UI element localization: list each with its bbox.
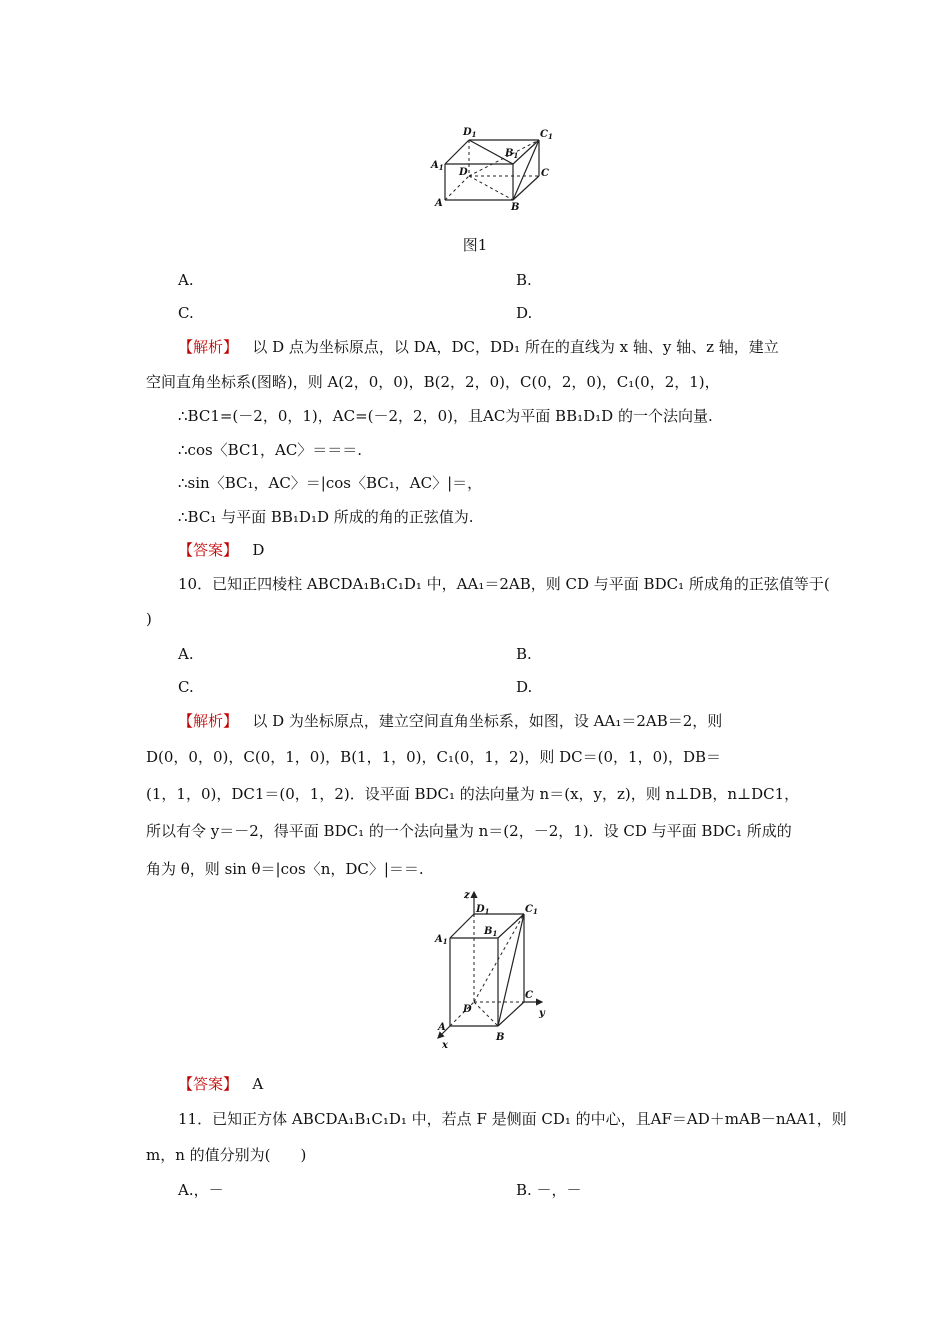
label-D: D [459,167,468,178]
q9-option-b: B. [516,271,532,289]
q9-jiexi-tag: 【解析】 [178,338,239,356]
label-B1: $B_1$ [484,926,498,938]
label-B1: $B_1$ [505,148,519,160]
q10-solution-line-1: 【解析】 以 D 为坐标原点，建立空间直角坐标系，如图，设 AA₁＝2AB＝2，则 [178,712,723,730]
q9-solution-line-5: ∴sin〈BC₁，AC〉＝|cos〈BC₁，AC〉|＝， [178,474,483,492]
q9-option-c: C. [178,304,194,322]
label-C1: $C_1$ [525,904,538,916]
figure-1-caption: 图1 [462,236,488,254]
label-A1: $A_1$ [431,160,444,172]
q10-option-a: A. [178,645,194,663]
label-B: B [496,1032,505,1043]
label-C: C [541,168,549,179]
q10-answer-tag: 【答案】 [178,1075,239,1093]
label-A: A [435,198,443,209]
q10-solution-line-5: 角为 θ，则 sin θ＝|cos〈n，DC〉|＝＝. [146,860,424,878]
q9-answer: 【答案】 D [178,541,265,559]
q9-solution-line-6: ∴BC₁ 与平面 BB₁D₁D 所成的角的正弦值为. [178,508,474,526]
label-A: A [438,1022,446,1033]
label-B: B [511,202,520,213]
q11-stem-line-2: m，n 的值分别为( ) [146,1146,307,1164]
q10-option-b: B. [516,645,532,663]
q9-solution-line-1: 【解析】 以 D 点为坐标原点，以 DA，DC，DD₁ 所在的直线为 x 轴、y 轴、z 轴，建立 [178,338,779,356]
label-C: C [525,990,533,1001]
q9-solution-line-2: 空间直角坐标系(图略)，则 A(2，0，0)，B(2，2，0)，C(0，2，0)，C₁(0，2，1)， [146,373,720,391]
q9-option-a: A. [178,271,194,289]
q10-stem-line-2: ) [146,610,152,628]
label-C1: $C_1$ [540,129,553,141]
q11-option-b: B. －，－ [516,1181,582,1199]
figure-1-box-diagram [425,122,555,214]
q10-stem-line-1: 10．已知正四棱柱 ABCDA₁B₁C₁D₁ 中，AA₁＝2AB，则 CD 与平面 BDC₁ 所成角的正弦值等于( [178,575,830,593]
label-D1: $D_1$ [463,127,477,139]
q11-stem-line-1: 11．已知正方体 ABCDA₁B₁C₁D₁ 中，若点 F 是侧面 CD₁ 的中心，且AF＝AD＋mAB－nAA1，则 [178,1110,847,1128]
q9-answer-tag: 【答案】 [178,541,239,559]
label-x-axis: x [442,1040,448,1050]
label-z-axis: z [464,890,470,901]
q9-option-d: D. [516,304,533,322]
q10-option-d: D. [516,678,533,696]
q10-option-c: C. [178,678,194,696]
figure-2-prism-diagram [428,886,558,1050]
label-A1: $A_1$ [435,934,448,946]
label-D: D [463,1004,472,1015]
q10-solution-line-2: D(0，0，0)，C(0，1，0)，B(1，1，0)，C₁(0，1，2)，则 DC＝(0，1，0)，DB＝ [146,748,722,766]
label-D1: $D_1$ [476,904,490,916]
q9-solution-line-3: ∴BC1=(－2，0，1)，AC=(－2，2，0)，且AC为平面 BB₁D₁D 的一个法向量. [178,407,713,425]
q10-answer: 【答案】 A [178,1075,264,1093]
q10-jiexi-tag: 【解析】 [178,712,239,730]
label-y-axis: y [539,1008,545,1019]
q11-option-a: A.，－ [178,1181,224,1199]
q10-solution-line-4: 所以有令 y＝－2，得平面 BDC₁ 的一个法向量为 n＝(2，－2，1)．设 CD 与平面 BDC₁ 所成的 [146,822,792,840]
q9-solution-line-4: ∴cos〈BC1，AC〉＝＝＝. [178,441,363,459]
q10-solution-line-3: (1，1，0)，DC1＝(0，1，2)．设平面 BDC₁ 的法向量为 n＝(x，y，z)，则 n⊥DB，n⊥DC1， [146,785,800,803]
